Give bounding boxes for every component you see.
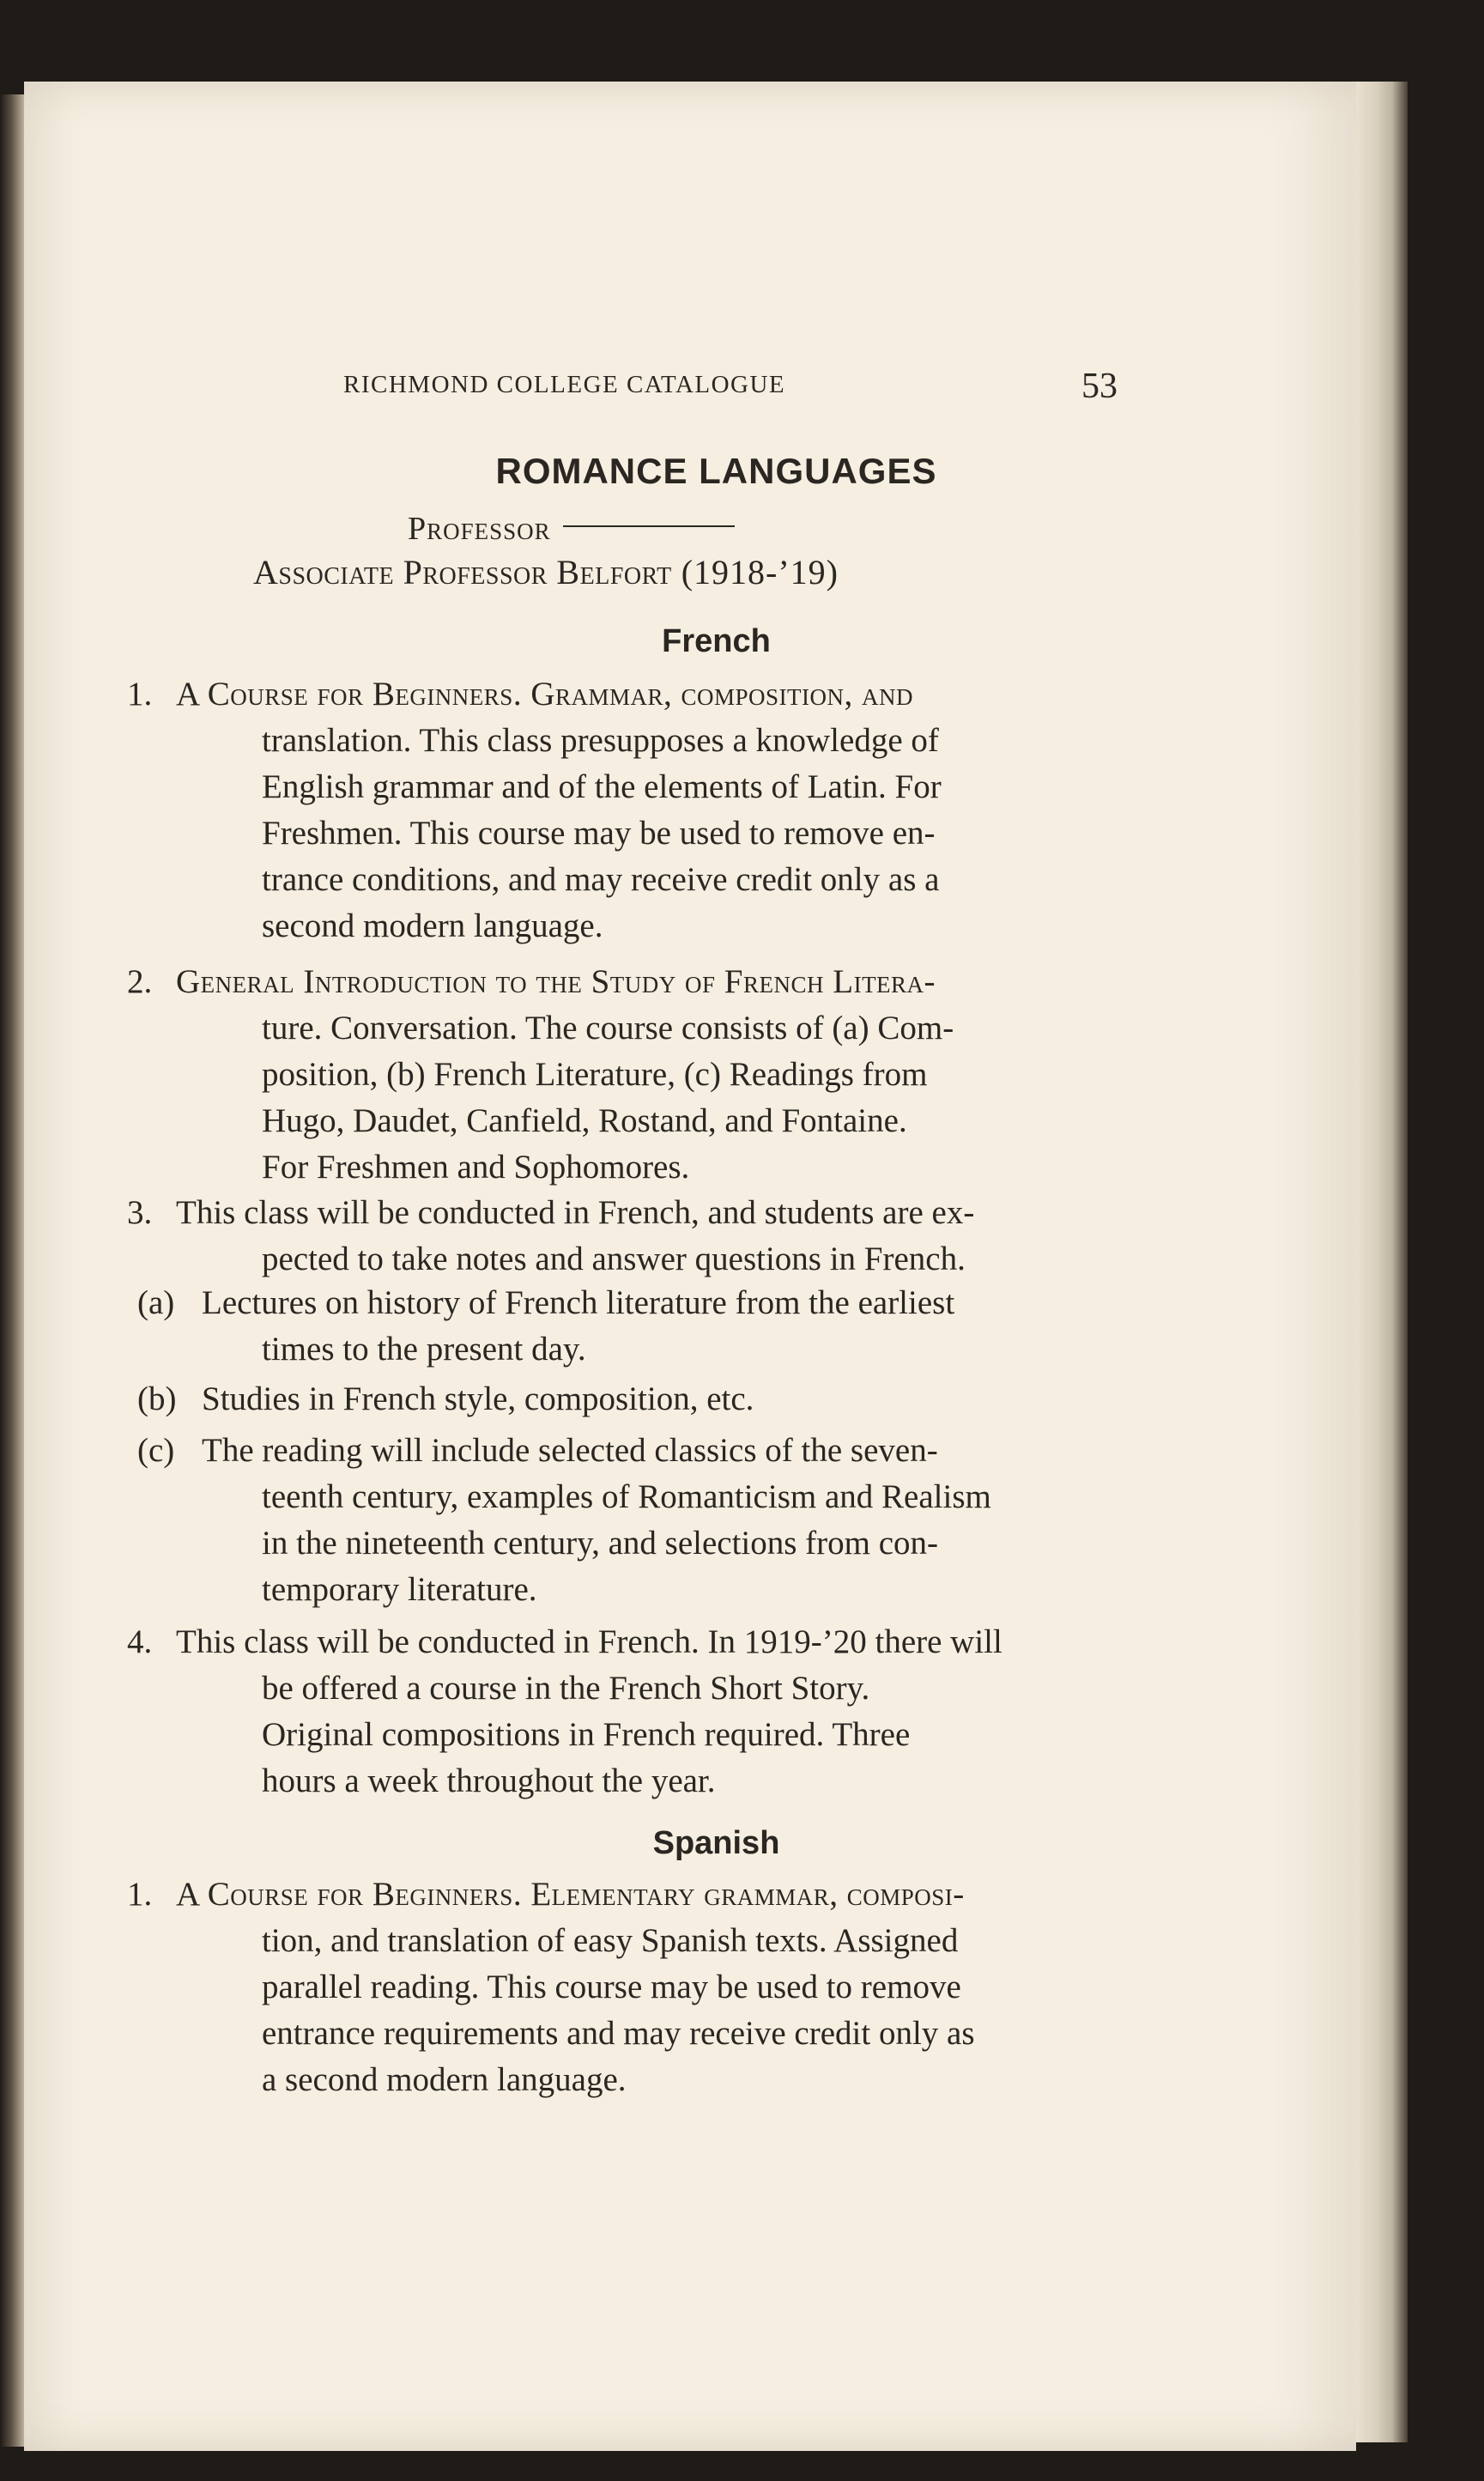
professor-blank-rule <box>563 525 735 527</box>
subitem-marker: (a) <box>137 1284 175 1321</box>
item-number: 1. <box>127 676 153 713</box>
subitem-marker: (c) <box>137 1432 175 1469</box>
associate-professor-line <box>253 552 839 592</box>
course-text-line: a second modern language. <box>262 2061 627 2098</box>
course-text-line: pected to take notes and answer questions in French. <box>262 1240 966 1277</box>
french-heading: French <box>662 623 771 659</box>
page-number: 53 <box>1081 367 1118 406</box>
item-number: 2. <box>127 963 153 1000</box>
course-text-line: be offered a course in the French Short Story. <box>262 1670 870 1707</box>
french-course-3 <box>129 1190 1116 1283</box>
course-text-line: This class will be conducted in French, and students are ex- <box>176 1194 975 1231</box>
subitem-text-line: Studies in French style, composition, etc. <box>202 1380 754 1417</box>
item-number: 1. <box>127 1876 153 1913</box>
french-course-4 <box>129 1619 1116 1805</box>
course-text-line: Original compositions in French required. Three <box>262 1716 911 1753</box>
subitem-marker: (b) <box>137 1380 177 1417</box>
item-number: 3. <box>127 1194 153 1231</box>
course-text-line: hours a week throughout the year. <box>262 1762 716 1799</box>
subitem-text-line: in the nineteenth century, and selections from con- <box>262 1525 939 1562</box>
subitem-text-line: The reading will include selected classics of the seven- <box>202 1432 938 1469</box>
course-text-line: Hugo, Daudet, Canfield, Rostand, and Fontaine. <box>262 1102 907 1139</box>
course-title-line: General Introduction to the Study of French Litera- <box>176 963 936 1000</box>
professor-label: Professor <box>408 511 551 547</box>
french-course-1 <box>129 671 1116 949</box>
spanish-course-1 <box>129 1871 1116 2103</box>
course-text-line: For Freshmen and Sophomores. <box>262 1149 690 1186</box>
course-title-line: A Course for Beginners. Grammar, composition, and <box>176 676 914 713</box>
course-text-line: English grammar and of the elements of Latin. For <box>262 768 942 805</box>
french-course-3-subitem-a <box>129 1280 1116 1373</box>
french-course-3-subitem-c <box>129 1428 1116 1613</box>
associate-professor-years: (1918-’19) <box>681 553 839 591</box>
course-text-line: second modern language. <box>262 907 603 944</box>
course-text-line: tion, and translation of easy Spanish texts. Assigned <box>262 1922 959 1959</box>
running-head: RICHMOND COLLEGE CATALOGUE <box>343 371 786 398</box>
course-title-line: A Course for Beginners. Elementary grammar, composi- <box>176 1876 965 1913</box>
subitem-text-line: times to the present day. <box>262 1331 586 1368</box>
professor-line <box>408 510 735 548</box>
course-text-line: position, (b) French Literature, (c) Readings from <box>262 1056 928 1093</box>
subitem-text-line: temporary literature. <box>262 1571 537 1608</box>
course-text-line: translation. This class presupposes a knowledge of <box>262 722 939 759</box>
section-title: ROMANCE LANGUAGES <box>495 451 937 491</box>
course-text-line: Freshmen. This course may be used to remove en- <box>262 815 936 852</box>
french-course-3-subitem-b <box>129 1376 1116 1422</box>
course-text-line: parallel reading. This course may be used to remove <box>262 1968 961 2005</box>
french-course-2 <box>129 959 1116 1191</box>
course-text-line: trance conditions, and may receive credit only as a <box>262 861 940 898</box>
course-text-line: entrance requirements and may receive credit only as <box>262 2015 975 2052</box>
subitem-text-line: Lectures on history of French literature from the earliest <box>202 1284 955 1321</box>
subitem-text-line: teenth century, examples of Romanticism and Realism <box>262 1478 991 1515</box>
item-number: 4. <box>127 1623 153 1660</box>
spanish-heading: Spanish <box>652 1825 780 1861</box>
associate-professor-label: Associate Professor Belfort <box>253 553 672 591</box>
course-text-line: ture. Conversation. The course consists of (a) Com- <box>262 1010 954 1046</box>
course-text-line: This class will be conducted in French. In 1919-’20 there will <box>176 1623 1002 1660</box>
